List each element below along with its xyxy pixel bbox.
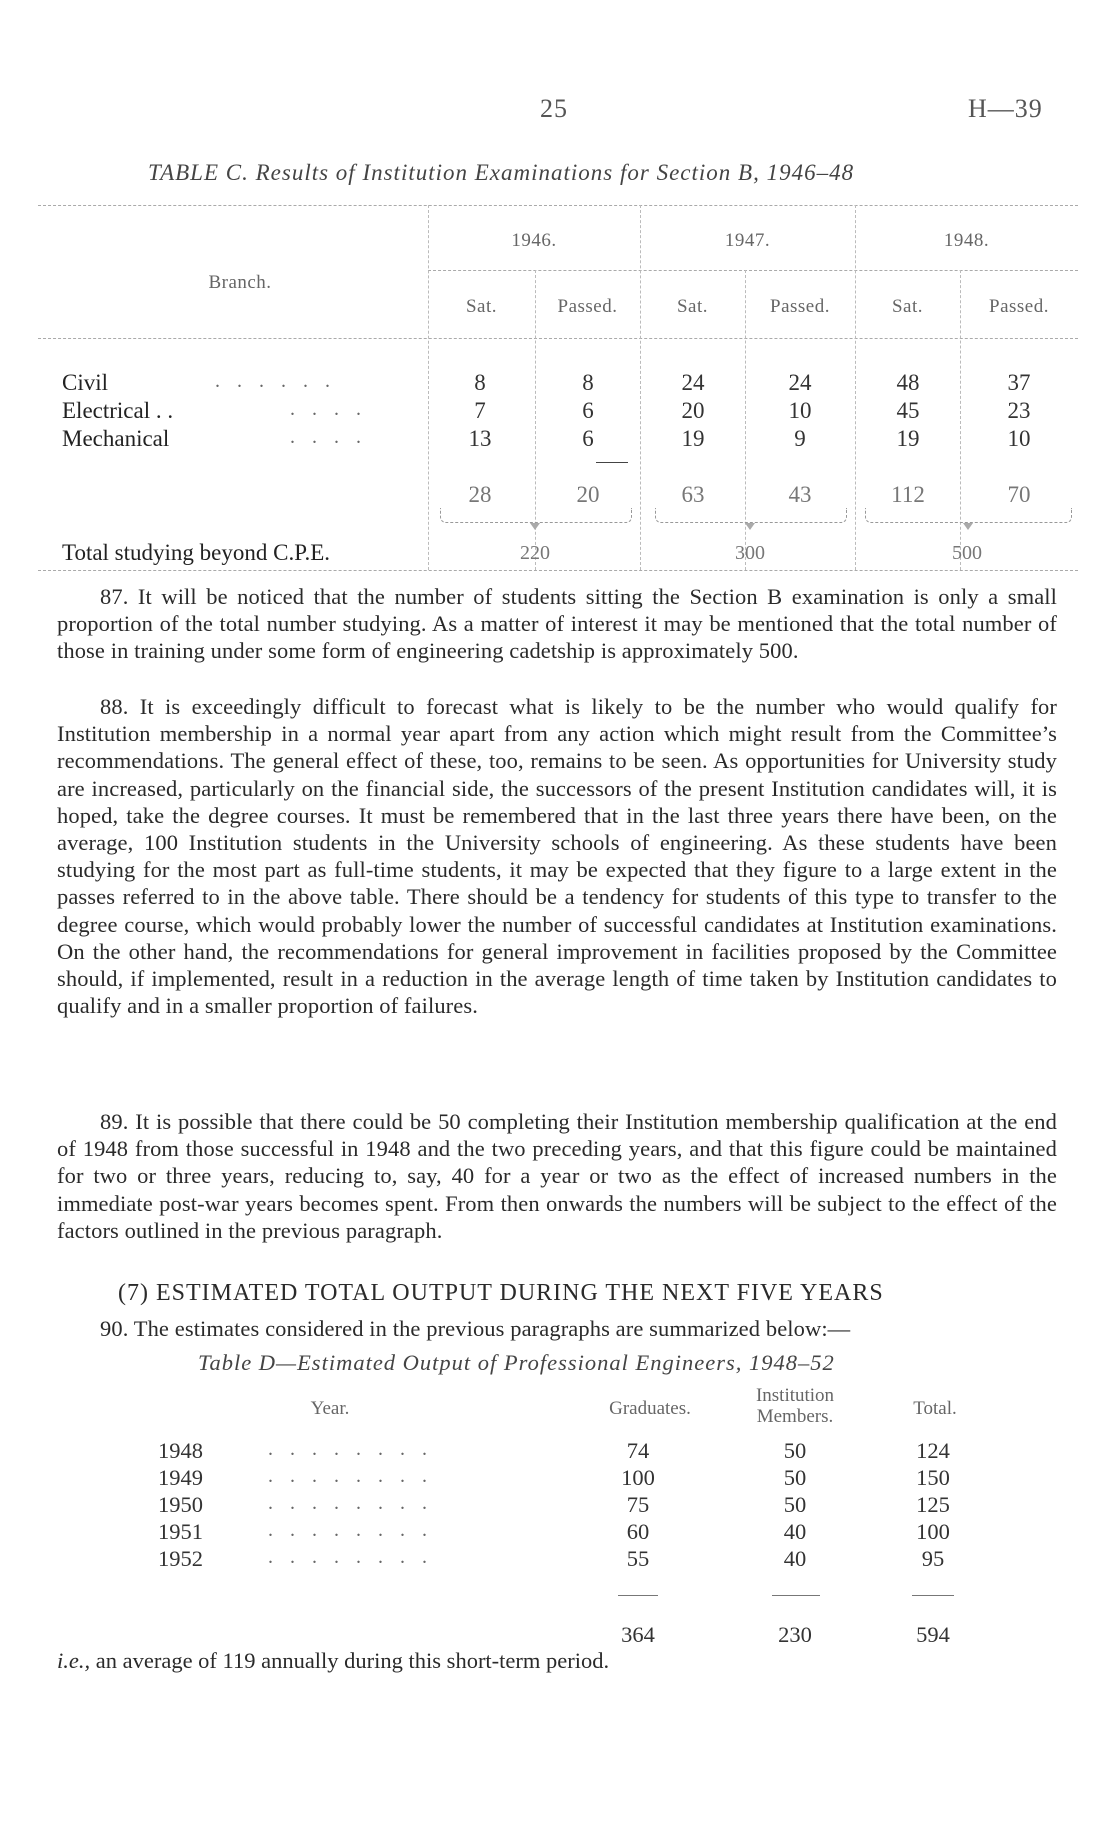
members-cell: 50 [783,1465,807,1490]
total-cell: 112 [891,482,925,507]
table-c-vrule [855,205,856,570]
table-c-header-rule [38,338,1078,339]
year-header: Year. [310,1398,350,1419]
table-cell: 9 [794,426,806,451]
dot-leader: . . . . . . . . [268,1438,433,1460]
graduates-cell: 55 [626,1546,650,1571]
table-cell: 6 [582,426,594,451]
dot-leader: . . . . [290,426,367,448]
total-rule [618,1595,658,1596]
table-cell: 48 [896,370,920,395]
total-cell: 20 [576,482,600,507]
year-cell: 1951 [158,1519,203,1544]
table-cell: 37 [1007,370,1031,395]
brace-tip [530,523,540,530]
table-c-top-rule [38,205,1078,206]
passed-header: Passed. [770,296,830,317]
year-cell: 1948 [158,1438,203,1463]
total-cell: 124 [916,1438,950,1463]
year-brace [440,508,632,523]
footnote-text: an average of 119 annually during this short-term period. [90,1648,610,1673]
table-cell: 45 [896,398,920,423]
total-header: Total. [913,1398,957,1419]
graduates-total: 364 [621,1622,655,1647]
sat-header: Sat. [891,296,924,317]
table-c-caption: TABLE C. Results of Institution Examinations for Section B, 1946–48 [148,160,855,185]
year-header: 1947. [724,230,771,251]
branch-civil: Civil [62,370,109,395]
paragraph-90: 90. The estimates considered in the previous paragraphs are summarized below:— [100,1316,851,1341]
dot-leader: . . . . [290,398,367,420]
table-cell: 19 [896,426,920,451]
total-cell: 63 [681,482,705,507]
table-c-bottom-rule [38,570,1078,571]
branch-mechanical: Mechanical [62,426,170,451]
year-brace [655,508,847,523]
total-rule [596,462,628,463]
total-cell: 43 [788,482,812,507]
total-cell: 70 [1007,482,1031,507]
members-cell: 50 [783,1438,807,1463]
table-c-year-rule [428,270,1078,271]
brace-tip [745,523,755,530]
document-reference: H—39 [968,94,1043,123]
beyond-cpe-cell: 300 [735,542,765,564]
paragraph-87: 87. It will be noticed that the number of students sitting the Section B examination is only a small proportion of the total number studying. As a matter of interest it may be mentioned that the total number of those in training under some form of engineering cadetship is approximately 500. [57,584,1057,664]
dot-leader: . . . . . . . . [268,1492,433,1514]
branch-header: Branch. [208,272,272,293]
table-cell: 19 [681,426,705,451]
table-cell: 13 [468,426,492,451]
total-cell: 125 [916,1492,950,1517]
table-cell: 24 [788,370,812,395]
brace-tip [963,523,973,530]
members-cell: 50 [783,1492,807,1517]
graduates-cell: 100 [621,1465,655,1490]
total-cell: 28 [468,482,492,507]
passed-header: Passed. [557,296,618,317]
beyond-cpe-cell: 220 [520,542,550,564]
grand-total: 594 [916,1622,950,1647]
table-cell: 10 [1007,426,1031,451]
institution-members-header-line1: Institution [755,1385,835,1406]
beyond-cpe-cell: 500 [952,542,982,564]
graduates-cell: 74 [626,1438,650,1463]
institution-members-header-line2: Members. [756,1406,834,1427]
total-rule [772,1595,820,1596]
graduates-cell: 60 [626,1519,650,1544]
section-heading: (7) ESTIMATED TOTAL OUTPUT DURING THE NEXT FIVE YEARS [118,1280,884,1306]
dot-leader: . . . . . . . . [268,1519,433,1541]
dot-leader: . . . . . . . . [268,1465,433,1487]
year-header: 1946. [511,230,557,251]
branch-electrical: Electrical . . [62,398,174,423]
year-cell: 1949 [158,1465,203,1490]
graduates-cell: 75 [626,1492,650,1517]
page-number: 25 [540,94,568,123]
year-cell: 1950 [158,1492,203,1517]
members-cell: 40 [783,1519,807,1544]
graduates-header: Graduates. [609,1398,691,1419]
table-d-caption: Table D—Estimated Output of Professional Engineers, 1948–52 [198,1350,835,1375]
total-cell: 150 [916,1465,950,1490]
table-cell: 7 [474,398,486,423]
year-brace [865,508,1072,523]
table-cell: 20 [681,398,705,423]
table-c-vrule [428,205,429,570]
total-cell: 100 [916,1519,950,1544]
table-cell: 8 [582,370,594,395]
members-cell: 40 [783,1546,807,1571]
footnote-ie: i.e., [57,1648,91,1673]
year-cell: 1952 [158,1546,203,1571]
paragraph-88: 88. It is exceedingly difficult to forecast what is likely to be the number who would qualify for Institution membership in a normal year apart from any action which might result from the Committee’s recommendations. The general effect of these, too, remains to be seen. As opportunities for University study are increased, particularly on the financial side, the successors of the present Institution candidates will, it is hoped, take the degree courses. It must be remembered that in the last three years there have been, on the average, 100 Institution students in the University schools of engineering. As these students have been studying for the most part as full-time students, it may be expected that they figure to a large extent in the passes referred to in the above table. There should be a tendency for students of this type to transfer to the degree course, which would probably lower the number of successful candidates at Institution examinations. On the other hand, the recommendations for general improvement in facilities proposed by the Committee should, if implemented, result in a reduction in the average length of time taken by Institution candidates to qualify and in a smaller proportion of failures. [57,694,1057,1019]
total-rule [912,1595,954,1596]
total-cell: 95 [921,1546,945,1571]
table-cell: 10 [788,398,812,423]
paragraph-89: 89. It is possible that there could be 50 completing their Institution membership qualification at the end of 1948 from those successful in 1948 and the two preceding years, and that this figure could be maintained for two or three years, reducing to, say, 40 for a year or two as the effect of increased numbers in the immediate post-war years becomes spent. From then onwards the numbers will be subject to the effect of the factors outlined in the previous paragraph. [57,1109,1057,1243]
sat-header: Sat. [676,296,709,317]
members-total: 230 [778,1622,812,1647]
total-beyond-cpe-label: Total studying beyond C.P.E. [62,540,331,565]
table-c-vrule [640,205,641,570]
table-cell: 24 [681,370,705,395]
passed-header: Passed. [989,296,1049,317]
dot-leader: . . . . . . [215,370,336,392]
table-cell: 23 [1007,398,1031,423]
sat-header: Sat. [465,296,498,317]
table-cell: 6 [582,398,594,423]
footnote [57,1648,609,1674]
dot-leader: . . . . . . . . [268,1546,433,1568]
table-cell: 8 [474,370,486,395]
year-header: 1948. [943,230,990,251]
